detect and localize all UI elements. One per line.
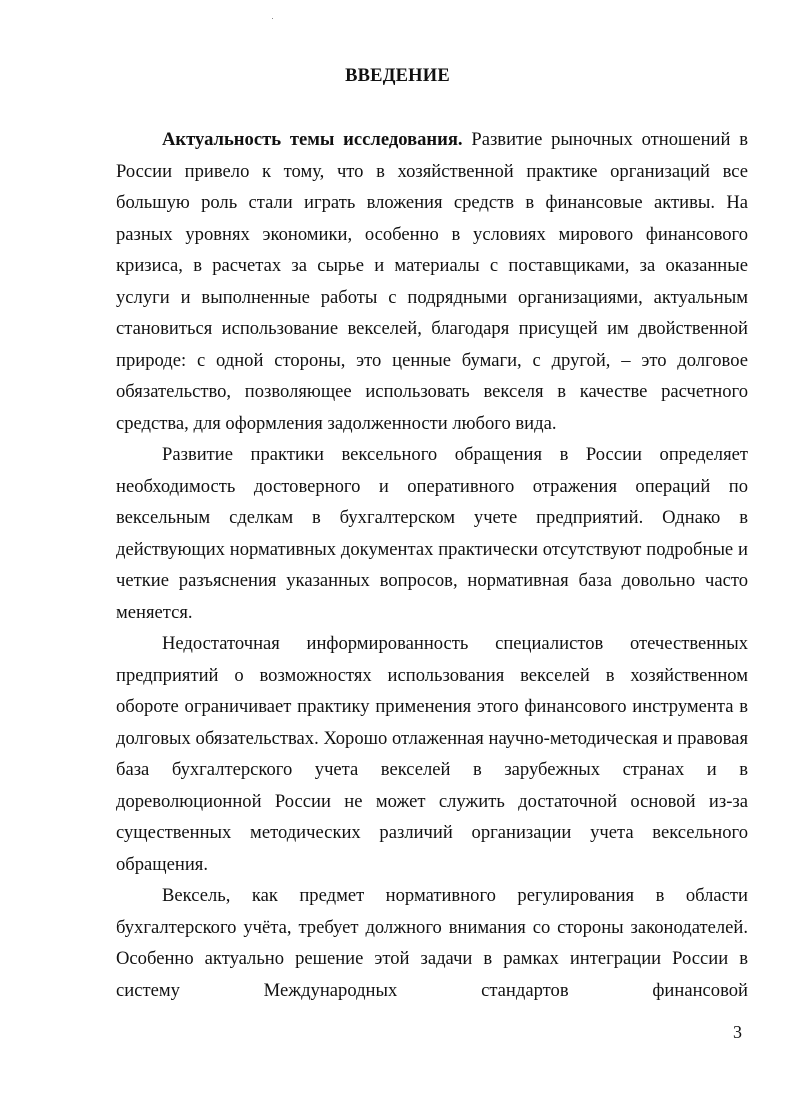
section-title: ВВЕДЕНИЕ — [345, 66, 450, 86]
scan-speck — [272, 18, 273, 19]
paragraph-4: Вексель, как предмет нормативного регулирования в области бухгалтерского учёта, требует должного внимания со стороны законодателей. Особенно актуально решение этой задачи в рамках интеграции России в систему Международных стандартов финансовой — [116, 885, 748, 1001]
page-number: 3 — [733, 1022, 742, 1042]
paragraph-1-lead: Актуальность темы исследования. — [162, 129, 463, 150]
paragraph-1-text: Развитие рыночных отношений в России привело к тому, что в хозяйственной практике организаций все большую роль стали играть вложения средств в финансовые активы. На разных уровнях экономики, особенно в условиях мирового финансового кризиса, в расчетах за сырье и материалы с поставщиками, за оказанные услуги и выполненные работы с подрядными организациями, актуальным становиться использование векселей, благодаря присущей им двойственной природе: с одной стороны, это ценные бумаги, с другой, – это долговое обязательство, позволяющее использовать векселя в качестве расчетного средства, для оформления задолженности любого вида. — [116, 129, 748, 434]
paragraph-1 — [116, 124, 748, 439]
paragraph-2: Развитие практики вексельного обращения в России определяет необходимость достоверного и оперативного отражения операций по вексельным сделкам в бухгалтерском учете предприятий. Однако в действующих нормативных документах практически отсутствуют подробные и четкие разъяснения указанных вопросов, нормативная база довольно часто меняется. — [116, 444, 748, 623]
body-text — [116, 124, 748, 1006]
paragraph-3: Недостаточная информированность специалистов отечественных предприятий о возможностях использования векселей в хозяйственном обороте ограничивает практику применения этого финансового инструмента в долговых обязательствах. Хорошо отлаженная научно-методическая и правовая база бухгалтерского учета векселей в зарубежных странах и в дореволюционной России не может служить достаточной основой из-за существенных методических различий организации учета вексельного обращения. — [116, 633, 748, 875]
